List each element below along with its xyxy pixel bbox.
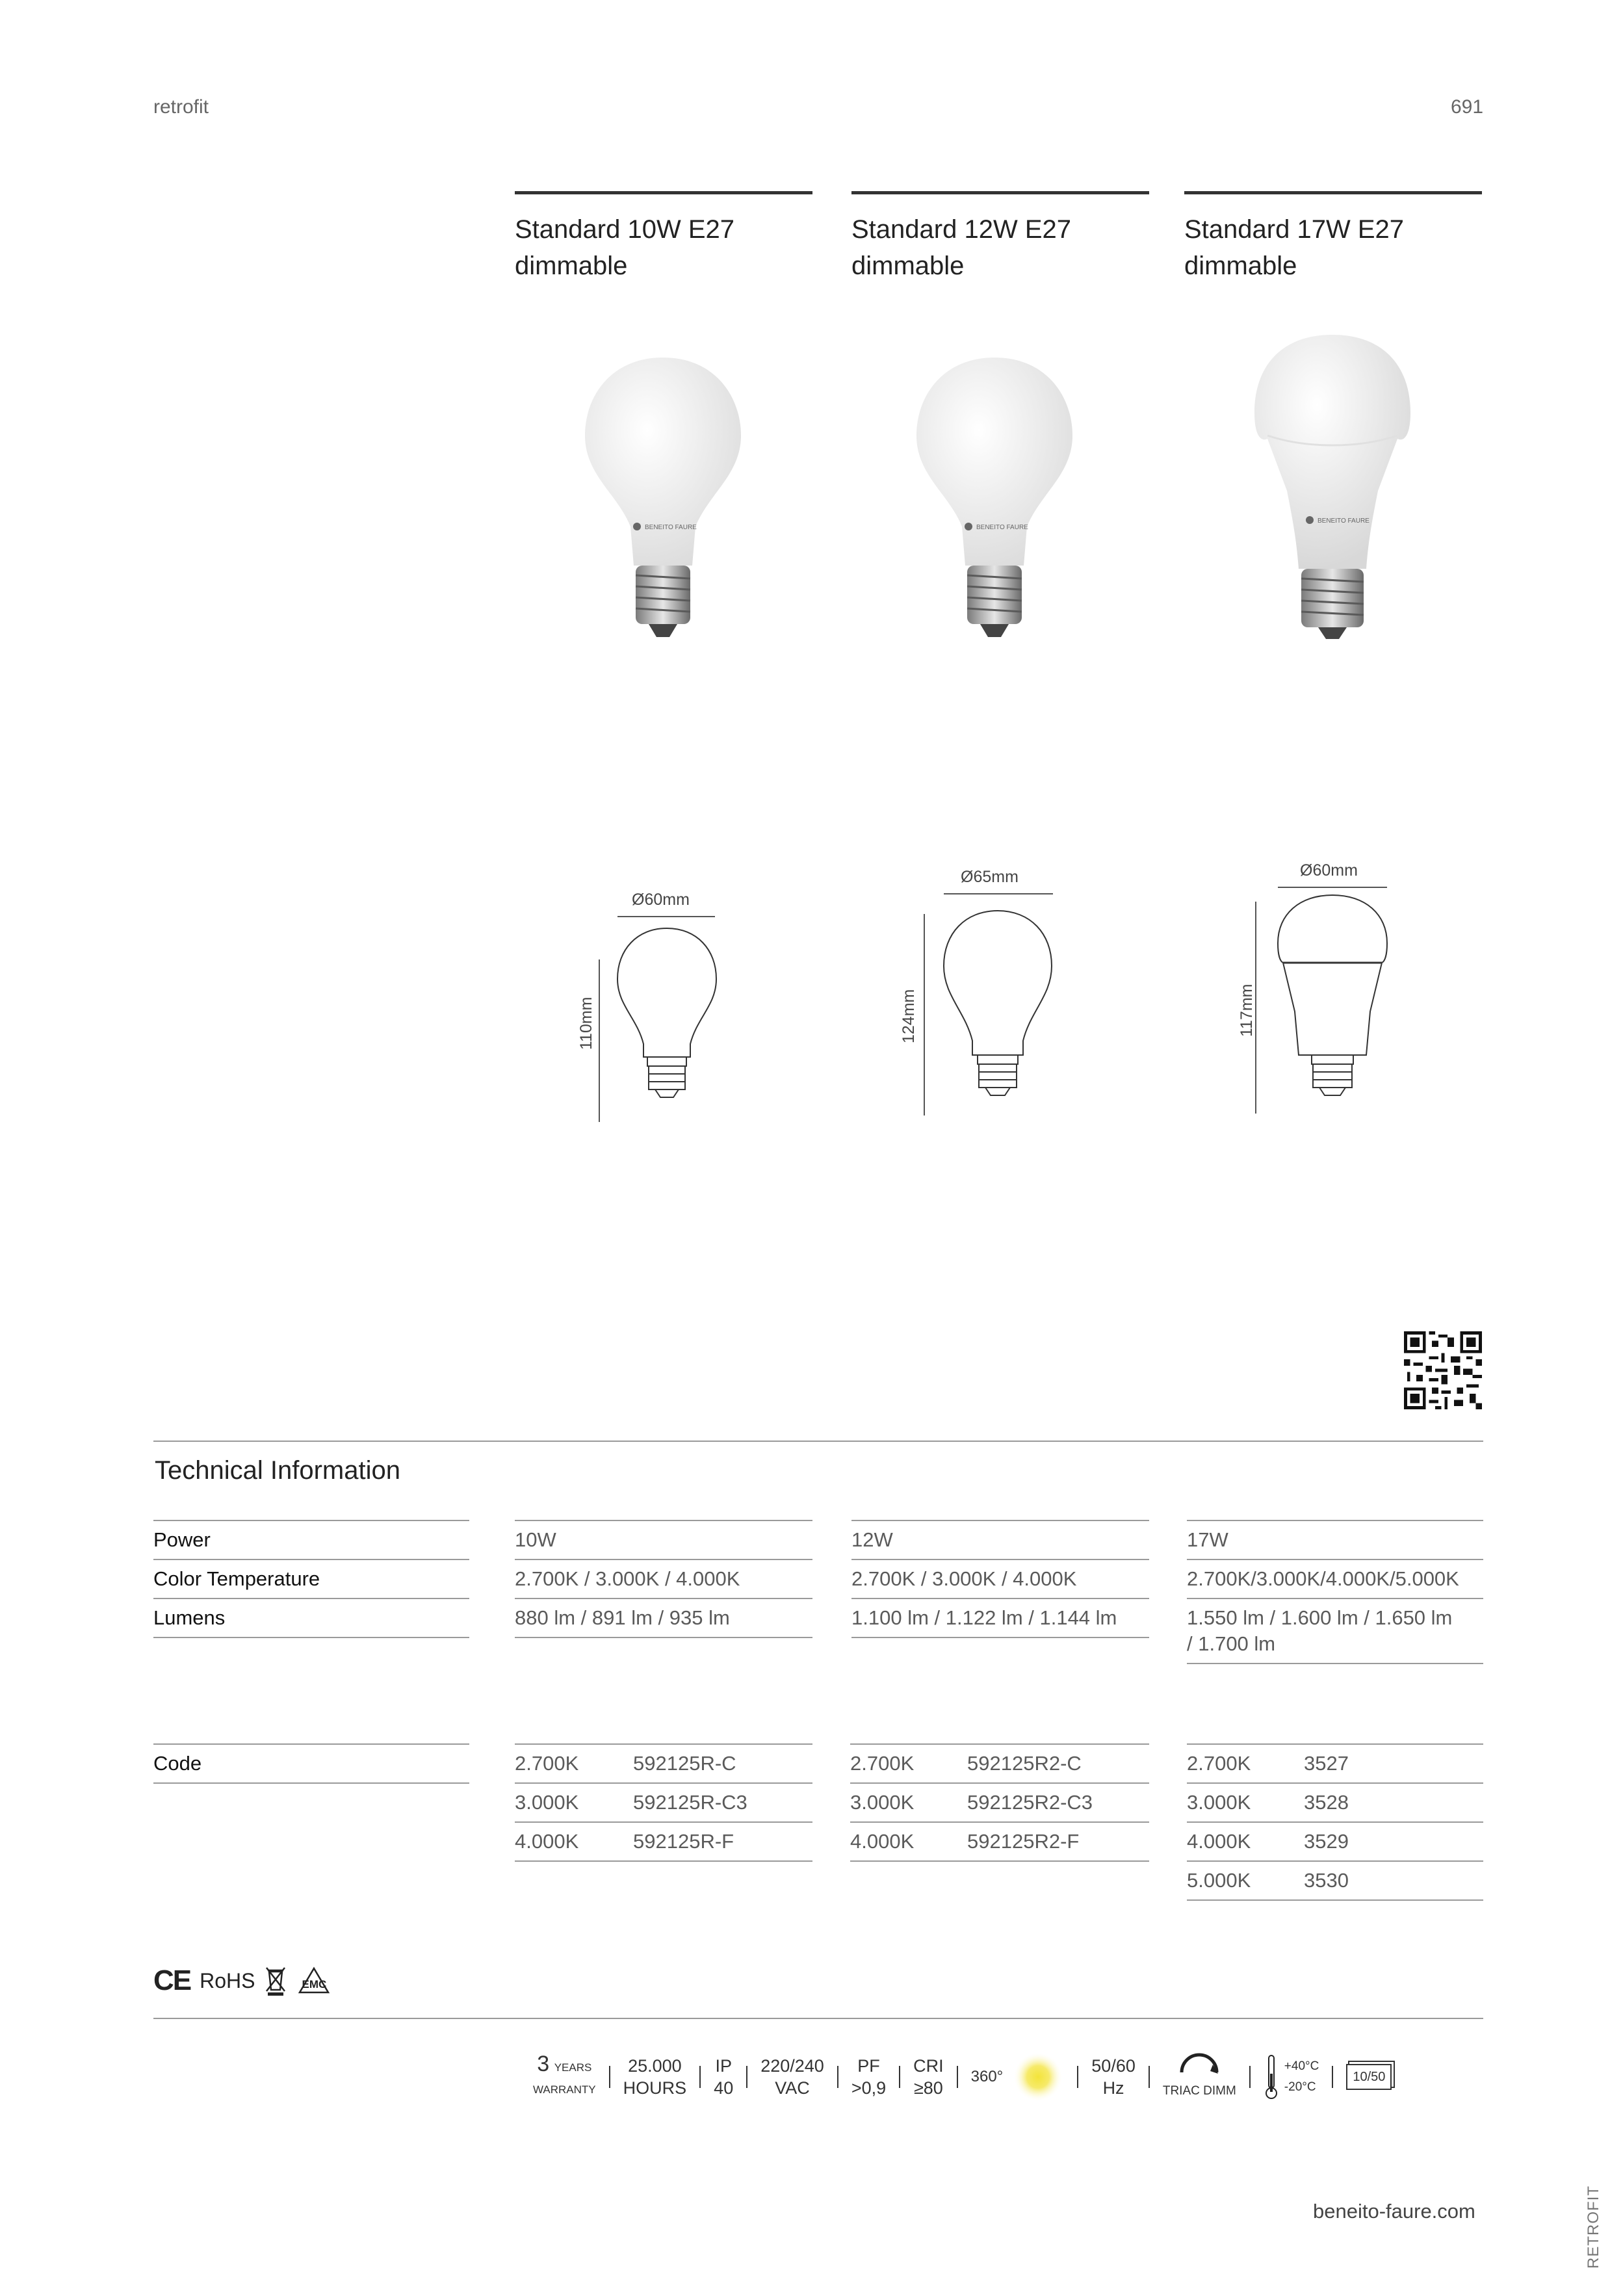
label-lumens: Lumens	[153, 1598, 469, 1638]
code-value: 592125R-C3	[633, 1791, 747, 1814]
svg-text:BENEITO FAURE: BENEITO FAURE	[645, 524, 697, 531]
code-row	[850, 1821, 1149, 1862]
technical-information-title: Technical Information	[155, 1456, 400, 1485]
pf-label: PF	[857, 2056, 880, 2076]
product-title-line1: Standard 10W E27	[515, 215, 734, 244]
temperature-range	[1264, 2054, 1319, 2100]
dimmer-arc-icon	[1176, 2052, 1222, 2075]
beam-angle	[971, 2051, 1065, 2103]
product-title-line1: Standard 12W E27	[851, 215, 1071, 244]
website-link[interactable]: beneito-faure.com	[1313, 2200, 1475, 2223]
product-title	[851, 211, 1149, 284]
height-label: 124mm	[900, 989, 918, 1043]
height-label: 110mm	[577, 997, 595, 1050]
frequency	[1091, 2055, 1136, 2099]
warranty-years: 3	[537, 2052, 550, 2076]
diameter-label: Ø60mm	[1300, 861, 1358, 880]
code-temperature: 3.000K	[850, 1791, 915, 1814]
svg-text:BENEITO FAURE: BENEITO FAURE	[976, 524, 1028, 531]
ip-label: IP	[715, 2056, 732, 2076]
spec-column-12w	[851, 1520, 1149, 1638]
value-power: 12W	[851, 1520, 1149, 1559]
product-column-3	[1184, 191, 1482, 284]
code-row	[515, 1782, 812, 1821]
voltage-label: VAC	[775, 2078, 810, 2098]
code-row	[1187, 1860, 1483, 1901]
code-value: 3529	[1304, 1830, 1349, 1853]
emc-text: EMC	[302, 1978, 327, 1990]
code-value: 3528	[1304, 1791, 1349, 1814]
product-column-1	[515, 191, 812, 284]
code-row	[1187, 1821, 1483, 1860]
certifications	[153, 1964, 330, 1997]
code-value: 592125R-C	[633, 1752, 736, 1775]
voltage	[760, 2055, 824, 2099]
dimension-drawing-10w	[577, 891, 780, 1118]
code-row	[515, 1821, 812, 1862]
code-temperature: 5.000K	[1187, 1869, 1251, 1892]
power-factor	[851, 2055, 886, 2099]
ip-rating	[714, 2055, 733, 2099]
pf-value: >0,9	[851, 2078, 887, 2098]
code-table-17w	[1187, 1743, 1483, 1901]
svg-text:BENEITO FAURE: BENEITO FAURE	[1318, 517, 1370, 525]
spec-labels	[153, 1520, 469, 1638]
section-label: retrofit	[153, 96, 209, 118]
code-table-12w	[850, 1743, 1149, 1862]
separator	[699, 2066, 701, 2088]
code-temperature: 4.000K	[850, 1830, 915, 1853]
rohs-mark: RoHS	[200, 1968, 255, 1992]
value-color-temperature: 2.700K/3.000K/4.000K/5.000K	[1187, 1559, 1483, 1598]
code-temperature: 4.000K	[515, 1830, 579, 1853]
crossed-bin-icon	[264, 1965, 287, 1996]
code-temperature: 2.700K	[1187, 1752, 1251, 1775]
value-color-temperature: 2.700K / 3.000K / 4.000K	[515, 1559, 812, 1598]
bulb-photo-12w	[903, 351, 1085, 650]
ip-value: 40	[714, 2078, 734, 2098]
value-power: 10W	[515, 1520, 812, 1559]
hours-value: 25.000	[628, 2056, 682, 2076]
separator	[899, 2066, 900, 2088]
code-temperature: 3.000K	[515, 1791, 579, 1814]
hours-label: HOURS	[623, 2078, 687, 2098]
cri-label: CRI	[913, 2056, 944, 2076]
spec-column-10w	[515, 1520, 812, 1638]
label-code: Code	[153, 1743, 469, 1784]
warranty-label: WARRANTY	[533, 2083, 596, 2096]
product-title	[515, 211, 812, 284]
value-lumens	[1187, 1598, 1483, 1664]
sun-glow-icon	[1012, 2051, 1064, 2103]
dimming	[1163, 2052, 1236, 2102]
separator	[1149, 2066, 1150, 2088]
height-label: 117mm	[1238, 984, 1256, 1037]
warranty-icon	[533, 2053, 596, 2101]
temp-max: +40°C	[1284, 2059, 1319, 2073]
separator	[746, 2066, 747, 2088]
freq-label: Hz	[1102, 2078, 1124, 2098]
dimension-drawing-17w	[1238, 861, 1436, 1121]
product-rule	[515, 191, 812, 194]
code-value: 592125R-F	[633, 1830, 734, 1853]
product-title-line2: dimmable	[515, 252, 628, 280]
voltage-value: 220/240	[760, 2056, 824, 2076]
thermometer-icon	[1264, 2054, 1279, 2100]
code-value: 592125R2-C3	[967, 1791, 1093, 1814]
product-title-line2: dimmable	[851, 252, 965, 280]
diameter-label: Ø60mm	[632, 891, 690, 909]
code-temperature: 2.700K	[850, 1752, 915, 1775]
product-column-2	[851, 191, 1149, 284]
product-title-line1: Standard 17W E27	[1184, 215, 1404, 244]
separator	[837, 2066, 838, 2088]
spec-column-17w	[1187, 1520, 1483, 1664]
product-title	[1184, 211, 1482, 284]
features-divider	[153, 2018, 1483, 2019]
value-lumens-line1: 1.550 lm / 1.600 lm / 1.650 lm	[1187, 1606, 1453, 1629]
lifetime-hours	[623, 2055, 687, 2099]
bulb-photo-10w	[572, 351, 754, 650]
value-lumens: 1.100 lm / 1.122 lm / 1.144 lm	[851, 1598, 1149, 1638]
code-temperature: 3.000K	[1187, 1791, 1251, 1814]
angle-value: 360°	[970, 2068, 1004, 2085]
code-value: 3530	[1304, 1869, 1349, 1892]
qr-code-icon[interactable]	[1404, 1331, 1482, 1409]
code-value: 592125R2-F	[967, 1830, 1080, 1853]
product-title-line2: dimmable	[1184, 252, 1297, 280]
code-temperature: 4.000K	[1187, 1830, 1251, 1853]
dimension-drawing-12w	[900, 868, 1105, 1121]
code-row	[1187, 1743, 1483, 1782]
value-lumens: 880 lm / 891 lm / 935 lm	[515, 1598, 812, 1638]
code-row	[850, 1743, 1149, 1782]
code-row	[1187, 1782, 1483, 1821]
product-rule	[851, 191, 1149, 194]
section-divider	[153, 1441, 1483, 1442]
value-power: 17W	[1187, 1520, 1483, 1559]
cri	[913, 2055, 944, 2099]
label-power: Power	[153, 1520, 469, 1559]
diameter-label: Ø65mm	[961, 868, 1019, 886]
feature-icon-strip	[533, 2041, 1392, 2113]
code-temperature: 2.700K	[515, 1752, 579, 1775]
separator	[1332, 2066, 1333, 2088]
warranty-unit: YEARS	[554, 2061, 592, 2074]
separator	[1249, 2066, 1251, 2088]
temp-min: -20°C	[1284, 2080, 1316, 2094]
product-rule	[1184, 191, 1482, 194]
code-table-10w	[515, 1743, 812, 1862]
code-label-block	[153, 1743, 469, 1784]
separator	[957, 2066, 958, 2088]
value-color-temperature: 2.700K / 3.000K / 4.000K	[851, 1559, 1149, 1598]
separator	[1077, 2066, 1078, 2088]
pack-quantity-icon: 10/50	[1346, 2064, 1392, 2090]
value-lumens-line2: / 1.700 lm	[1187, 1632, 1276, 1655]
cri-value: ≥80	[913, 2078, 943, 2098]
bulb-photo-17w	[1241, 328, 1423, 653]
separator	[609, 2066, 610, 2088]
dimming-label: TRIAC DIMM	[1162, 2084, 1236, 2098]
label-color-temperature: Color Temperature	[153, 1559, 469, 1598]
freq-value: 50/60	[1091, 2056, 1136, 2076]
code-value: 3527	[1304, 1752, 1349, 1775]
ce-mark-icon: CE	[153, 1964, 191, 1996]
code-value: 592125R2-C	[967, 1752, 1082, 1775]
emc-mark-icon	[298, 1966, 330, 1995]
code-row	[515, 1743, 812, 1782]
page-number: 691	[1451, 96, 1484, 118]
side-section-label: RETROFIT	[1585, 2185, 1602, 2269]
code-row	[850, 1782, 1149, 1821]
